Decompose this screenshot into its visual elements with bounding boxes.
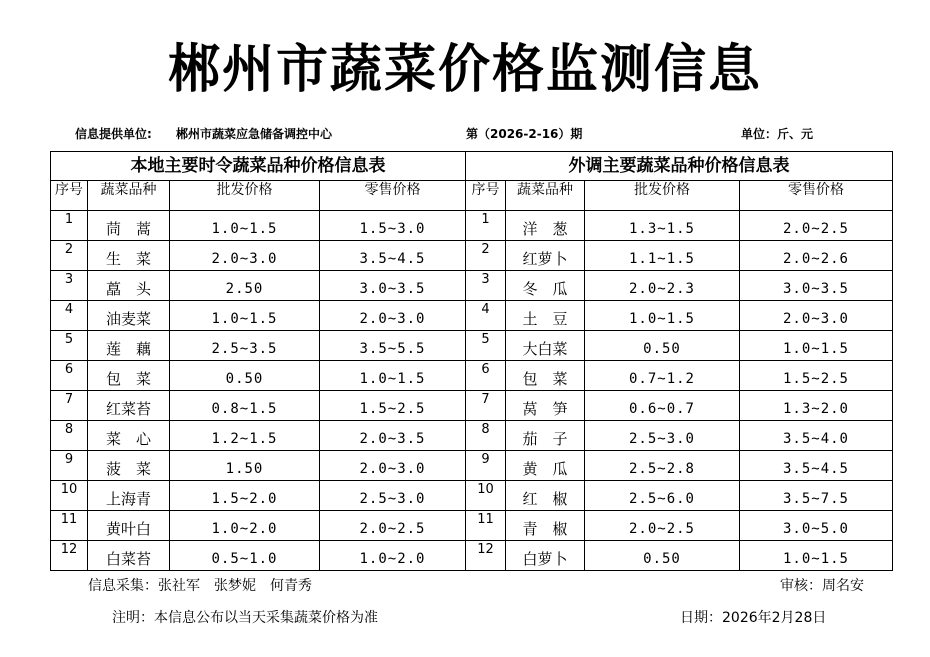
page-title: 郴州市蔬菜价格监测信息: [167, 40, 762, 100]
external-wholesale-price: 1.1~1.5: [585, 241, 740, 271]
table-row: [51, 451, 893, 481]
issue-number: 第（2026-2-16）期: [466, 127, 583, 141]
local-wholesale-price: 1.5~2.0: [170, 481, 320, 511]
external-wholesale-price: 0.7~1.2: [585, 361, 740, 391]
local-retail-price: 2.0~3.0: [320, 301, 466, 331]
local-vegetable-name: 茼 蒿: [88, 211, 170, 241]
provider-label: 信息提供单位:: [75, 127, 152, 141]
external-table-title: 外调主要蔬菜品种价格信息表: [466, 152, 893, 181]
external-vegetable-name: 土 豆: [506, 301, 585, 331]
external-vegetable-name: 白萝卜: [506, 541, 585, 571]
local-vegetable-name: 上海青: [88, 481, 170, 511]
external-retail-price: 1.3~2.0: [740, 391, 893, 421]
external-col-no: 序号: [466, 181, 506, 211]
local-retail-price: 2.5~3.0: [320, 481, 466, 511]
external-retail-price: 3.0~5.0: [740, 511, 893, 541]
external-col-retail: 零售价格: [740, 181, 893, 211]
table-row: [51, 541, 893, 571]
external-row-number: 10: [466, 481, 506, 511]
external-vegetable-name: 大白菜: [506, 331, 585, 361]
local-row-number: 8: [51, 421, 88, 451]
local-wholesale-price: 1.0~2.0: [170, 511, 320, 541]
local-vegetable-name: 包 菜: [88, 361, 170, 391]
external-vegetable-name: 青 椒: [506, 511, 585, 541]
external-retail-price: 3.5~4.0: [740, 421, 893, 451]
local-col-no: 序号: [51, 181, 88, 211]
external-retail-price: 2.0~2.5: [740, 211, 893, 241]
external-row-number: 5: [466, 331, 506, 361]
table-row: [51, 421, 893, 451]
external-row-number: 2: [466, 241, 506, 271]
local-retail-price: 3.5~5.5: [320, 331, 466, 361]
local-vegetable-name: 白菜苔: [88, 541, 170, 571]
local-row-number: 4: [51, 301, 88, 331]
external-row-number: 3: [466, 271, 506, 301]
local-row-number: 10: [51, 481, 88, 511]
external-vegetable-name: 冬 瓜: [506, 271, 585, 301]
local-vegetable-name: 生 菜: [88, 241, 170, 271]
external-row-number: 4: [466, 301, 506, 331]
local-wholesale-price: 1.2~1.5: [170, 421, 320, 451]
external-row-number: 6: [466, 361, 506, 391]
local-row-number: 7: [51, 391, 88, 421]
table-row: [51, 481, 893, 511]
external-retail-price: 1.0~1.5: [740, 541, 893, 571]
external-wholesale-price: 2.0~2.5: [585, 511, 740, 541]
table-row: [51, 391, 893, 421]
external-vegetable-name: 黄 瓜: [506, 451, 585, 481]
provider-value: 郴州市蔬菜应急储备调控中心: [176, 127, 333, 141]
local-retail-price: 1.0~2.0: [320, 541, 466, 571]
local-vegetable-name: 藠 头: [88, 271, 170, 301]
external-col-name: 蔬菜品种: [506, 181, 585, 211]
local-retail-price: 3.0~3.5: [320, 271, 466, 301]
table-row: [51, 301, 893, 331]
external-wholesale-price: 0.6~0.7: [585, 391, 740, 421]
note: 注明：本信息公布以当天采集蔬菜价格为准: [112, 610, 378, 626]
date: 日期：2026年2月28日: [680, 610, 827, 626]
local-wholesale-price: 1.50: [170, 451, 320, 481]
external-row-number: 12: [466, 541, 506, 571]
local-table-title: 本地主要时令蔬菜品种价格信息表: [51, 152, 466, 181]
local-retail-price: 1.5~2.5: [320, 391, 466, 421]
local-col-retail: 零售价格: [320, 181, 466, 211]
external-row-number: 9: [466, 451, 506, 481]
unit-label: 单位：斤、元: [741, 127, 814, 141]
external-retail-price: 3.5~4.5: [740, 451, 893, 481]
table-title-row: [51, 152, 893, 181]
external-vegetable-name: 茄 子: [506, 421, 585, 451]
external-wholesale-price: 1.3~1.5: [585, 211, 740, 241]
table-row: [51, 511, 893, 541]
local-wholesale-price: 0.5~1.0: [170, 541, 320, 571]
price-table: [50, 151, 893, 571]
local-col-name: 蔬菜品种: [88, 181, 170, 211]
local-wholesale-price: 0.8~1.5: [170, 391, 320, 421]
external-retail-price: 1.0~1.5: [740, 331, 893, 361]
external-col-wholesale: 批发价格: [585, 181, 740, 211]
external-wholesale-price: 2.5~3.0: [585, 421, 740, 451]
local-row-number: 6: [51, 361, 88, 391]
local-retail-price: 1.5~3.0: [320, 211, 466, 241]
column-header-row: [51, 181, 893, 211]
local-row-number: 3: [51, 271, 88, 301]
local-col-wholesale: 批发价格: [170, 181, 320, 211]
table-row: [51, 211, 893, 241]
local-retail-price: 1.0~1.5: [320, 361, 466, 391]
table-row: [51, 331, 893, 361]
local-vegetable-name: 莲 藕: [88, 331, 170, 361]
table-row: [51, 361, 893, 391]
external-wholesale-price: 1.0~1.5: [585, 301, 740, 331]
external-vegetable-name: 包 菜: [506, 361, 585, 391]
local-vegetable-name: 菜 心: [88, 421, 170, 451]
local-row-number: 1: [51, 211, 88, 241]
external-vegetable-name: 洋 葱: [506, 211, 585, 241]
external-retail-price: 1.5~2.5: [740, 361, 893, 391]
external-vegetable-name: 红 椒: [506, 481, 585, 511]
external-row-number: 11: [466, 511, 506, 541]
local-vegetable-name: 菠 菜: [88, 451, 170, 481]
local-wholesale-price: 0.50: [170, 361, 320, 391]
local-row-number: 2: [51, 241, 88, 271]
external-wholesale-price: 2.5~2.8: [585, 451, 740, 481]
local-vegetable-name: 红菜苔: [88, 391, 170, 421]
local-wholesale-price: 2.0~3.0: [170, 241, 320, 271]
external-wholesale-price: 0.50: [585, 541, 740, 571]
external-wholesale-price: 2.0~2.3: [585, 271, 740, 301]
local-wholesale-price: 1.0~1.5: [170, 301, 320, 331]
local-retail-price: 2.0~2.5: [320, 511, 466, 541]
external-retail-price: 2.0~3.0: [740, 301, 893, 331]
local-row-number: 5: [51, 331, 88, 361]
local-wholesale-price: 2.50: [170, 271, 320, 301]
external-retail-price: 3.0~3.5: [740, 271, 893, 301]
reviewer: 审核：周名安: [780, 578, 864, 594]
external-row-number: 7: [466, 391, 506, 421]
local-vegetable-name: 油麦菜: [88, 301, 170, 331]
local-row-number: 9: [51, 451, 88, 481]
external-row-number: 8: [466, 421, 506, 451]
local-row-number: 12: [51, 541, 88, 571]
local-retail-price: 3.5~4.5: [320, 241, 466, 271]
table-row: [51, 241, 893, 271]
external-vegetable-name: 红萝卜: [506, 241, 585, 271]
local-retail-price: 2.0~3.5: [320, 421, 466, 451]
external-retail-price: 3.5~7.5: [740, 481, 893, 511]
external-row-number: 1: [466, 211, 506, 241]
external-wholesale-price: 0.50: [585, 331, 740, 361]
local-wholesale-price: 2.5~3.5: [170, 331, 320, 361]
external-wholesale-price: 2.5~6.0: [585, 481, 740, 511]
local-wholesale-price: 1.0~1.5: [170, 211, 320, 241]
external-retail-price: 2.0~2.6: [740, 241, 893, 271]
local-vegetable-name: 黄叶白: [88, 511, 170, 541]
table-row: [51, 271, 893, 301]
local-retail-price: 2.0~3.0: [320, 451, 466, 481]
local-row-number: 11: [51, 511, 88, 541]
collectors: 信息采集：张社军 张梦妮 何青秀: [88, 578, 312, 594]
external-vegetable-name: 莴 笋: [506, 391, 585, 421]
